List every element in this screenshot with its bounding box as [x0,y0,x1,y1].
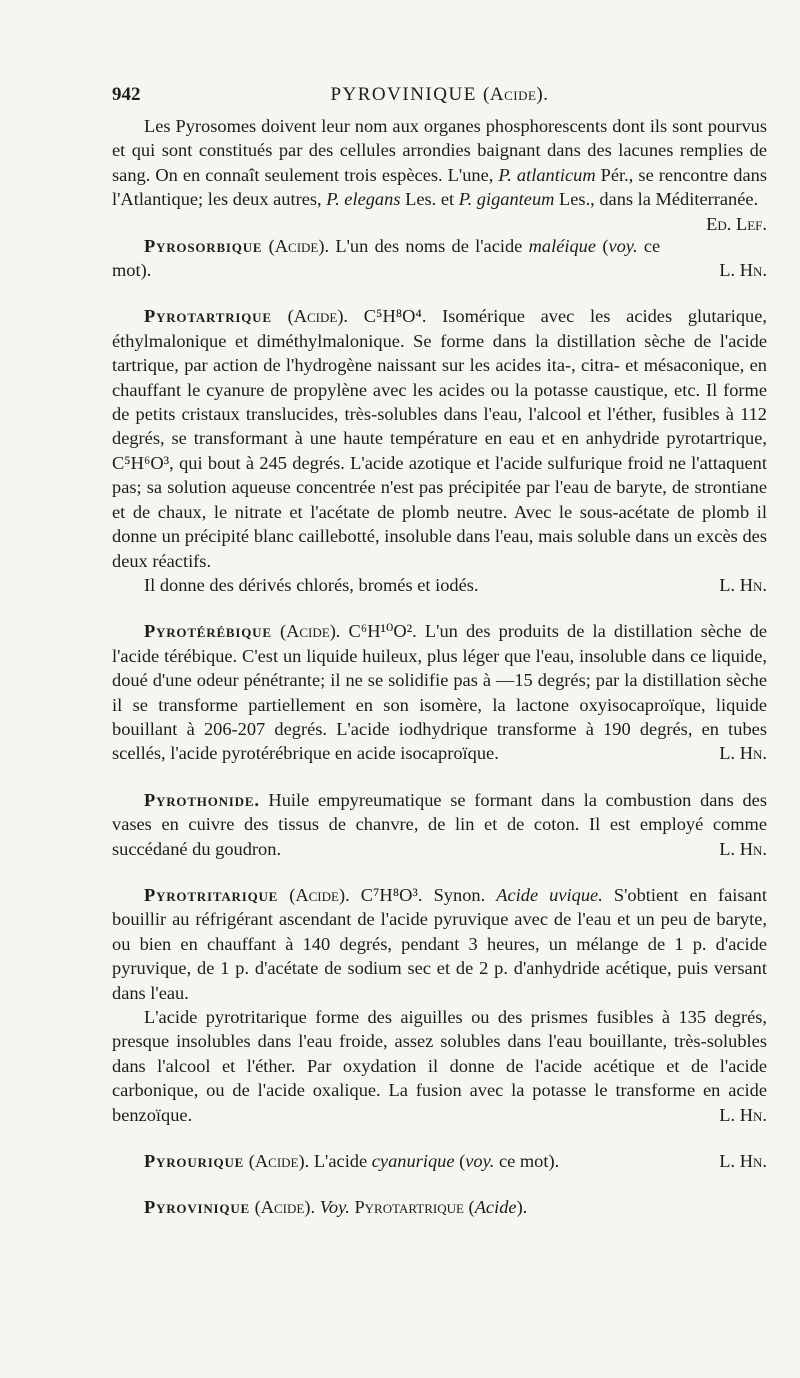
author-signature: Ed. Lef. [706,213,767,234]
running-title [112,84,767,106]
entry-pyrotritarique-para2 [112,1005,767,1127]
text: Les., dans la Méditerranée. [554,189,759,210]
text: S'obtient en faisant bouillir au réfrigérant ascendant de l'acide pyruvique avec de l'eau et un peu de baryte, ou bien en chauffant à 140 degrés, pendant 3 heures, un mélange de 1 p. d'acide pyruvique, de 1 p. d'acétate de sodium sec et de 2 p. d'anhydride acétique, puis versant dans l'eau. [112,884,767,1003]
author-signature: L. Hn. [719,574,767,595]
author-signature: L. Hn. [719,838,767,859]
author-signature: L. Hn. [719,743,767,764]
text-italic: Acide [474,1197,517,1218]
text: L'acide pyrotritarique forme des aiguilles ou des prismes fusibles à 135 degrés, presque insolubles dans l'eau froide, assez solubles dans l'eau bouillante, très-solubles dans l'alcool et l'éther. Par oxydation il donne de l'acide acétique et de l'acide carbonique, ou de l'acide oxalique. La fusion avec la potasse le transforme en acide benzoïque. [112,1007,767,1125]
category: (Acide). [248,1151,310,1172]
headword: Pyrothonide. [144,789,260,810]
author-signature: L. Hn. [719,1151,767,1172]
category: (Acide). [254,1197,316,1218]
headword: Pyrotritarique [144,884,279,905]
text: L'un des noms de l'acide [329,235,529,256]
headword: Pyrosorbique [144,235,263,256]
text: ). [516,1197,528,1218]
text: Pér., se rencontre dans l'Atlantique; les deux autres, [112,164,767,210]
cross-reference: Pyrotartrique [354,1197,464,1218]
entry-pyrotritarique [112,883,767,1005]
entry-body: Huile empyreumatique se formant dans la combustion dans des vases en cuivre des tissus de chanvre, de lin et de coton. Il est employé comme succédané du goudron. [112,789,767,859]
text: ce mot). [494,1151,560,1172]
category: (Acide). [287,306,349,327]
author-signature: L. Hn. [719,260,767,281]
page-number: 942 [112,84,141,105]
category: (Acide). [289,884,350,905]
text-italic: Voy. [319,1197,350,1218]
entry-body: C⁶H¹⁰O². L'un des produits de la distillation sèche de l'acide térébique. C'est un liquide huileux, plus léger que l'eau, insoluble dans ce liquide, doué d'une odeur pénétrante; il ne se solidifie pas à —15 degrés; par la distillation sèche il se transforme partiellement en son isomère, la lactone oxyisocaproïque, liquide bouillant à 206-207 degrés. L'acide iodhydrique transforme à 190 degrés, en tubes scellés, l'acide pyrotérébrique en acide isocaproïque. [112,621,767,764]
entry-pyrosomes-continuation [112,114,767,234]
text-italic: voy. [608,235,638,256]
text: ( [454,1151,466,1172]
text: Les. et [400,189,459,210]
text-italic: cyanurique [371,1151,455,1172]
entry-pyrourique [112,1149,767,1173]
running-title-main: PYROVINIQUE [330,84,477,105]
text-italic: maléique [528,235,597,256]
species-name: P. elegans [326,189,401,210]
species-name: P. atlanticum [498,164,596,185]
running-title-paren: (Acide). [483,84,549,105]
entry-pyrothonide [112,788,767,861]
running-header [112,84,767,114]
entry-pyroterebique [112,619,767,765]
text-italic: voy. [465,1151,495,1172]
text: C⁷H⁸O³. Synon. [349,884,497,905]
text: Il donne des dérivés chlorés, bromés et iodés. [144,574,479,595]
text: Les Pyrosomes doivent leur nom aux organes phosphorescents dont ils sont pourvus et qui sont constitués par des cellules arrondies baignant dans des lacunes remplies de sang. On en connaît seulement trois espèces. L'une, [112,116,767,185]
text-italic: Acide uvique. [496,884,603,905]
entry-pyrovinique [112,1195,767,1219]
species-name: P. giganteum [458,189,555,210]
entry-pyrosorbique [112,234,767,283]
headword: Pyrovinique [144,1197,250,1218]
author-signature: L. Hn. [719,1104,767,1125]
headword: Pyrotérébique [144,621,272,642]
text: ( [463,1197,475,1218]
text: ( [596,235,609,256]
entry-body: C⁵H⁸O⁴. Isomérique avec les acides glutarique, éthylmalonique et diméthylmalonique. Se forme dans la distillation sèche de l'acide tartrique, par action de l'hydrogène naissant sur les acides ita-, citra- et mésaconique, en chauffant le cyanure de propylène avec les acides ou la potasse caustique, etc. Il forme de petits cristaux translucides, très-solubles dans l'eau, l'alcool et l'éther, fusibles à 112 degrés, se transformant à une haute température en eau et en anhydride pyrotartrique, C⁵H⁶O³, qui bout à 245 degrés. L'acide azotique et l'acide sulfurique froid ne l'attaquent pas; sa solution aqueuse concentrée n'est pas précipitée par l'eau de baryte, de strontiane et de chaux, le nitrate et l'acétate de plomb neutre. Avec le sous-acétate de plomb il donne un précipité blanc caillebotté, insoluble dans l'eau, mais soluble dans un excès des deux réactifs. [112,306,767,571]
text: L'acide [309,1151,372,1172]
entry-pyrotartrique [112,304,767,572]
category: (Acide). [279,621,341,642]
entry-pyrotartrique-para2 [112,573,767,597]
text: ce mot). [112,235,661,281]
headword: Pyrotartrique [144,306,272,327]
headword: Pyrourique [144,1151,245,1172]
page [112,84,767,1220]
category: (Acide). [268,235,330,256]
